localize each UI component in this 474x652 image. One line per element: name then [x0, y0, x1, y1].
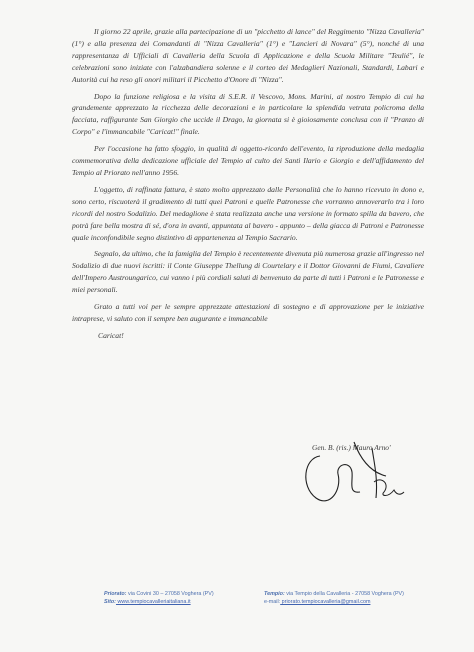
footer-priorato [104, 590, 214, 606]
letter-body [72, 26, 424, 347]
tempio-label: Tempio: [264, 591, 285, 597]
signature-name: Gen. B. (ris.) Mauro Arno' [312, 443, 391, 452]
site-link[interactable]: www.tempiocavalleriaitaliana.it [115, 599, 191, 605]
handwritten-signature [290, 438, 430, 510]
paragraph-bishop-visit: Dopo la funzione religiosa e la visita di S.E.R. il Vescovo, Mons. Marini, al nostro Tempio di cui ha grandemente apprezzato la ricchezza delle decorazioni e in particolare la splendida vetrata policroma della facciata, raffigurante San Giorgio che uccide il Drago, la giornata si è gioiosamente conclusa con il "Pranzo di Corpo" e l'immancabile "Caricat!" finale. [72, 91, 424, 137]
paragraph-new-members: Segnalo, da ultimo, che la famiglia del Tempio è recentemente divenuta più numerosa grazie all'ingresso nel Sodalizio di due nuovi iscritti: il Conte Giuseppe Thellung di Courtelary e il Dottor Giovanni de Fiumi, Cavaliere dell'Impero Austroungarico, cui vanno i più cordiali saluti di benvenuto da parte di tutti i Patroni e le Patronesse e miei personali. [72, 249, 424, 295]
priorato-address: via Covini 30 – 27058 Voghera (PV) [126, 591, 214, 597]
priorato-label: Priorato: [104, 591, 127, 597]
paragraph-object: L'oggetto, di raffinata fattura, è stato molto apprezzato dalle Personalità che lo hanno ricevuto in dono e, sono certo, riscuoterà il gradimento di tutti quei Patroni e quelle Patronesse che vorranno annoverarlo tra i loro ricordi del nostro Sodalizio. Del medaglione è stata realizzata anche una versione in formato spilla da bavero, che potrà fare bella mostra di sé, d'ora in avanti, appuntata al bavero - appunto – della giacca di Patroni e Patronesse quale inconfondibile segno distintivo di appartenenza al Tempio Sacrario. [72, 184, 424, 242]
footer-tempio [264, 590, 404, 606]
paragraph-ceremony: Il giorno 22 aprile, grazie alla partecipazione di un "picchetto di lance" del Reggimento "Nizza Cavalleria" (1°) e alla presenza dei Comandanti di "Nizza Cavalleria" (1°) e "Lancieri di Novara" (5°), nonché di una rappresentanza di Ufficiali di Cavalleria della Scuola di Applicazione e della Scuola Militare "Teulié", le celebrazioni sono iniziate con l'alzabandiera solenne e il corteo dei Medaglieri Nazionali, Standardi, Labari e Autorità cui ha reso gli onori militari il Picchetto d'Onore di "Nizza". [72, 27, 424, 84]
tempio-address: via Tempio della Cavalleria - 27058 Voghera (PV) [284, 591, 404, 597]
signature-block [290, 438, 430, 510]
paragraph-medal: Per l'occasione ha fatto sfoggio, in qualità di oggetto-ricordo dell'evento, la riproduzione della medaglia commemorativa della dedicazione ufficiale del Tempio al culto dei Santi Ilario e Giorgio e dell'affidamento del Tempio al Priorato nell'anno 1956. [72, 144, 424, 177]
paragraph-thanks: Grato a tutti voi per le sempre apprezzate attestazioni di sostegno e di approvazione per le iniziative intraprese, vi saluto con il sempre ben augurante e immancabile [72, 302, 424, 323]
email-label: e-mail: [264, 599, 281, 605]
site-label: Sito: [104, 599, 116, 605]
email-link[interactable]: priorato.tempiocavalleria@gmail.com [280, 599, 371, 605]
closing-caricat: Caricat! [98, 330, 124, 340]
